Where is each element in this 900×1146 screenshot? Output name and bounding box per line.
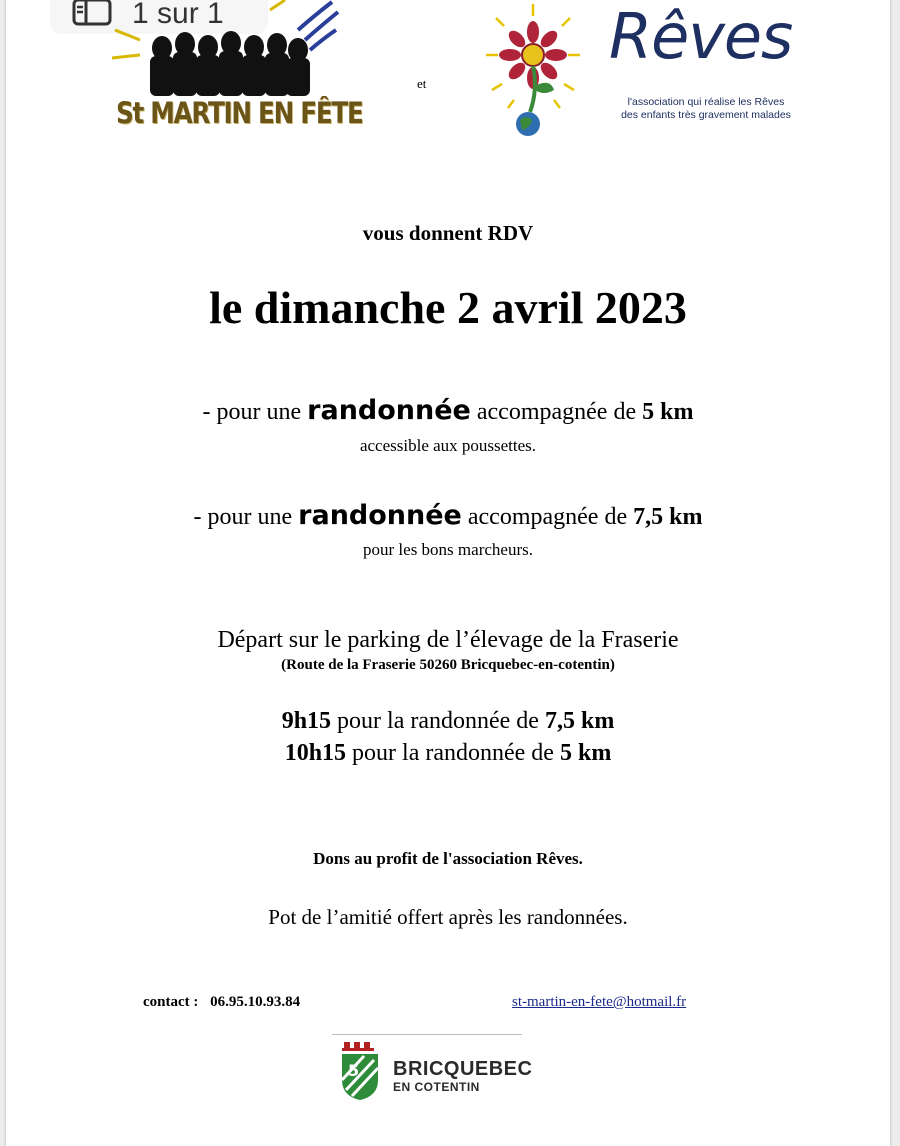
connector-text: et [417,76,427,91]
hike1-note: accessible aux poussettes. [359,436,537,455]
departure-address: (Route de la Fraserie 50260 Bricquebec-en-cotentin) [281,657,615,673]
crowd-silhouette-icon [110,0,370,100]
hike2-distance: 7,5 km [633,504,703,530]
page-counter-text: 1 sur 1 [132,0,224,30]
st-martin-logo [110,0,370,145]
contact-email-link[interactable]: st-martin-en-fete@hotmail.fr [512,994,687,1010]
schedule1-text: pour la randonnée de [337,708,539,734]
schedule-line-2 [6,740,890,767]
schedule2-text: pour la randonnée de [352,740,554,766]
reves-tagline-line-1: l'association qui réalise les Rêves [627,96,785,108]
pot-text: Pot de l’amitié offert après les randonnées. [268,905,628,929]
svg-text:5: 5 [348,1061,360,1080]
schedule2-distance: 5 km [559,740,612,766]
hike2-note: pour les bons marcheurs. [363,540,533,559]
footer-divider [332,1034,522,1035]
schedule2-time: 10h15 [284,740,347,766]
bricquebec-logo [338,1040,538,1104]
hike1-middle: accompagnée de [476,399,637,425]
schedule1-time: 9h15 [281,708,332,734]
hike1-word: randonnée [307,395,471,426]
bricquebec-logo-subtitle: EN COTENTIN [393,1080,480,1094]
reves-logo-title: Rêves [609,0,793,73]
hike2-middle: accompagnée de [467,504,628,530]
hike1-prefix: - pour une [202,399,302,425]
schedule-line-1 [6,708,890,735]
intro-text: vous donnent RDV [362,221,534,245]
st-martin-logo-text: St MARTIN EN FÊTE [116,96,363,130]
bricquebec-emblem-icon [338,1040,384,1102]
hike-7-5km-line [6,500,890,531]
contact-label: contact : [143,994,199,1010]
reves-logo [478,0,818,150]
hike-5km-line [6,395,890,426]
hike2-prefix: - pour une [193,504,293,530]
hike1-distance: 5 km [642,399,694,425]
reves-tagline-line-2: des enfants très gravement malades [621,109,791,121]
bricquebec-logo-name: BRICQUEBEC [393,1058,533,1080]
donations-text: Dons au profit de l'association Rêves. [313,849,583,868]
contact-phone: 06.95.10.93.84 [210,994,301,1010]
event-date: le dimanche 2 avril 2023 [209,282,687,333]
reves-logo-tagline [606,96,806,122]
flower-icon [478,0,588,150]
contact-info [143,994,300,1011]
schedule1-distance: 7,5 km [544,708,615,734]
hike2-word: randonnée [298,500,462,531]
document-page [6,0,890,1146]
departure-location: Départ sur le parking de l’élevage de la Fraserie [217,627,679,653]
document-pages-icon [72,0,112,26]
